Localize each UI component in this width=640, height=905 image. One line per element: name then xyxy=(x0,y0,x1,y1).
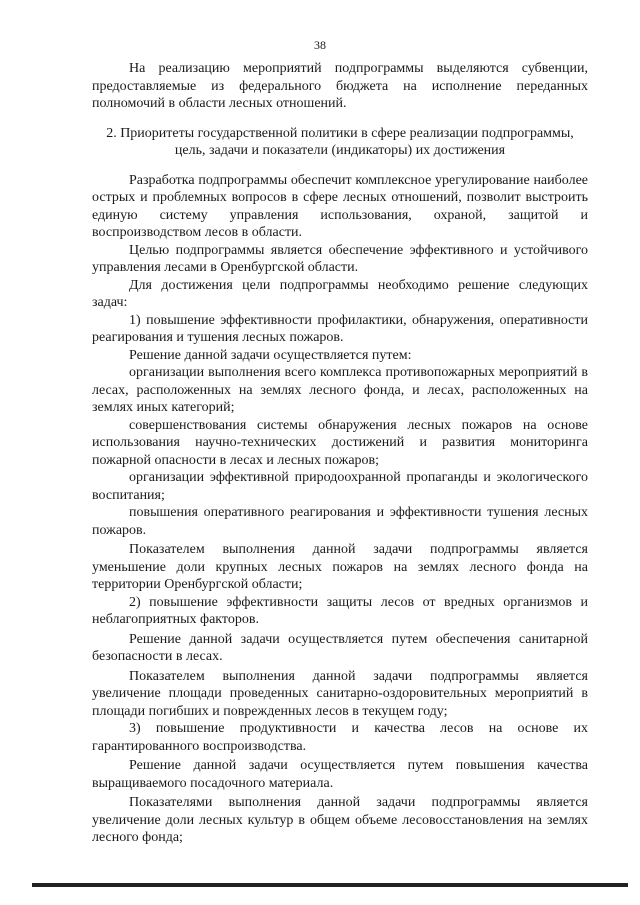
list-item: 3) повышение продуктивности и качества лесов на основе их гарантированного воспроизводства. xyxy=(92,721,588,754)
page-number: 38 xyxy=(314,38,326,52)
paragraph: Целью подпрограммы является обеспечение эффективного и устойчивого управления лесами в Оренбургской области. xyxy=(92,242,588,275)
document-body xyxy=(92,60,588,847)
list-item: совершенствования системы обнаружения лесных пожаров на основе использования научно-технических достижений и развития мониторинга пожарной опасности в лесах и лесных пожаров; xyxy=(92,417,588,468)
list-item: 1) повышение эффективности профилактики, обнаружения, оперативности реагирования и тушения лесных пожаров. xyxy=(92,312,588,345)
paragraph: Показателем выполнения данной задачи подпрограммы является увеличение площади проведенных санитарно-оздоровительных мероприятий в площади погибших и поврежденных лесов в текущем году; xyxy=(92,668,588,719)
paragraph: Показателем выполнения данной задачи подпрограммы является уменьшение доли крупных лесных пожаров на землях лесного фонда на территории Оренбургской области; xyxy=(92,542,588,592)
list-item: 2) повышение эффективности защиты лесов от вредных организмов и неблагоприятных факторов. xyxy=(92,594,588,627)
bottom-scan-edge xyxy=(32,883,628,887)
list-item: организации эффективной природоохранной пропаганды и экологического воспитания; xyxy=(92,470,588,503)
section-heading: 2. Приоритеты государственной политики в сфере реализации подпрограммы, цель, задачи и показатели (индикаторы) их достижения xyxy=(106,125,574,158)
paragraph: На реализацию мероприятий подпрограммы выделяются субвенции, предоставляемые из федерального бюджета на исполнение переданных полномочий в области лесных отношений. xyxy=(92,61,588,111)
list-item: повышения оперативного реагирования и эффективности тушения лесных пожаров. xyxy=(92,505,588,538)
paragraph: Показателями выполнения данной задачи подпрограммы является увеличение доли лесных культур в общем объеме лесовосстановления на землях лесного фонда; xyxy=(92,795,588,845)
list-item: организации выполнения всего комплекса противопожарных мероприятий в лесах, расположенных на землях лесного фонда, и лесах, расположенных на землях иных категорий; xyxy=(92,365,588,415)
paragraph: Разработка подпрограммы обеспечит комплексное урегулирование наиболее острых и проблемных вопросов в сфере лесных отношений, позволит выстроить единую систему управления использования, охраной, защитой и воспроизводством лесов в области. xyxy=(92,172,588,240)
paragraph: Решение данной задачи осуществляется путем обеспечения санитарной безопасности в лесах. xyxy=(92,631,588,664)
paragraph: Решение данной задачи осуществляется путем повышения качества выращиваемого посадочного материала. xyxy=(92,758,588,791)
paragraph: Решение данной задачи осуществляется путем: xyxy=(129,347,412,363)
paragraph: Для достижения цели подпрограммы необходимо решение следующих задач: xyxy=(92,277,588,310)
